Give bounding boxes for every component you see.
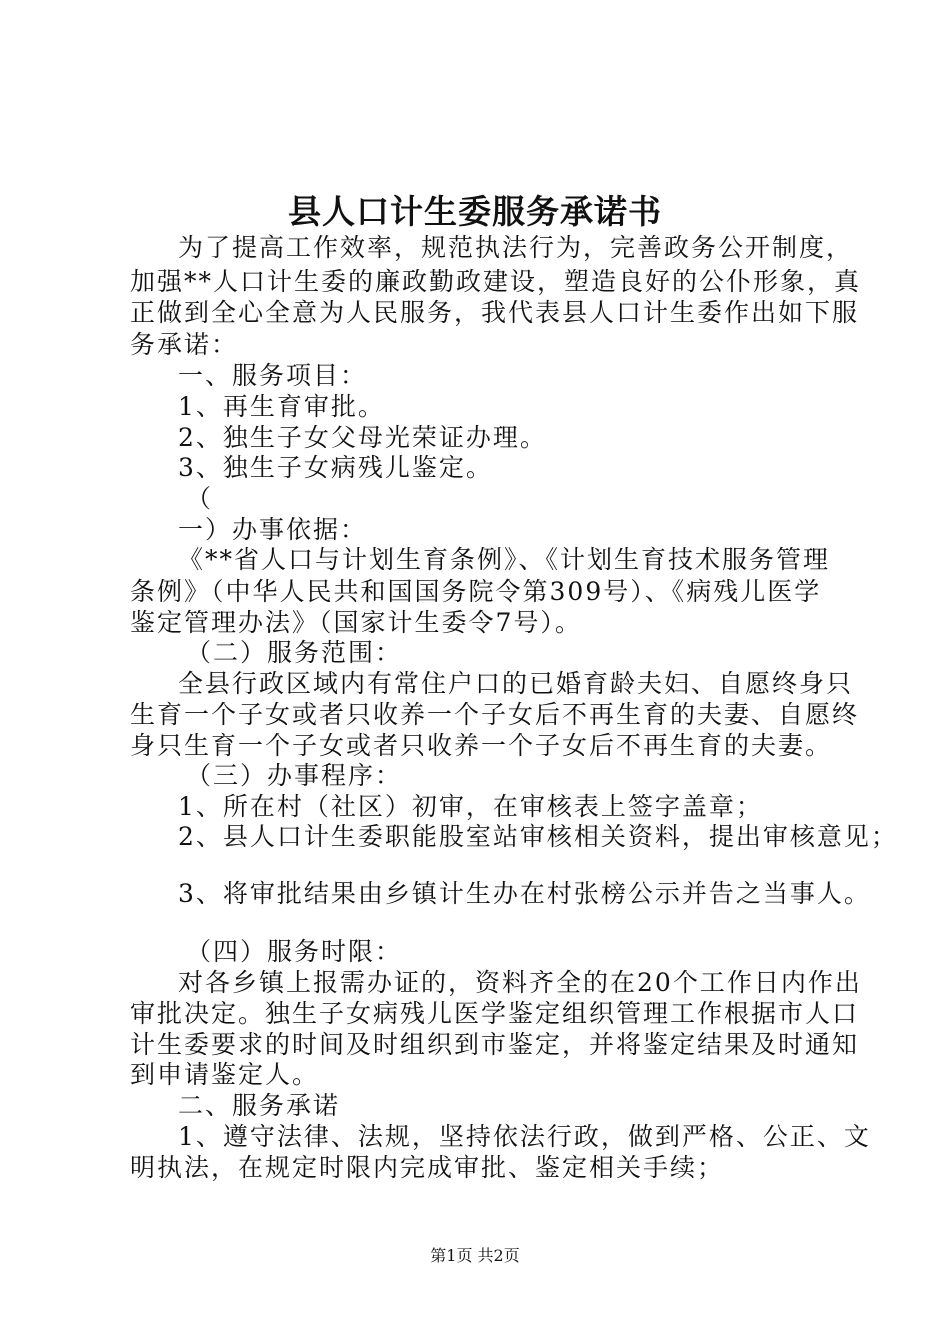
- list-item: 2、县人口计生委职能股室站审核相关资料，提出审核意见；: [178, 822, 898, 851]
- paragraph-line: 审批决定。独生子女病残儿医学鉴定组织管理工作根据市人口: [130, 999, 860, 1028]
- paragraph-line: 加强**人口计生委的廉政勤政建设，塑造良好的公仆形象，真: [130, 267, 862, 296]
- paragraph-line: 全县行政区域内有常住户口的已婚育龄夫妇、自愿终身只: [178, 669, 854, 698]
- paragraph-line: 计生委要求的时间及时组织到市鉴定，并将鉴定结果及时通知: [130, 1030, 860, 1059]
- paragraph-line: 《**省人口与计划生育条例》、《计划生育技术服务管理: [178, 545, 831, 574]
- section-heading: 二、服务承诺: [178, 1091, 341, 1120]
- list-item: 2、独生子女父母光荣证办理。: [178, 423, 547, 452]
- section-heading: （三）办事程序：: [186, 761, 403, 790]
- document-title: 县人口计生委服务承诺书: [288, 192, 662, 231]
- list-item: 1、遵守法律、法规，坚持依法行政，做到严格、公正、文: [178, 1122, 871, 1151]
- section-heading: 一）办事依据：: [178, 515, 368, 544]
- list-item: 3、独生子女病残儿鉴定。: [178, 453, 493, 482]
- section-heading: 一、服务项目：: [178, 361, 368, 390]
- section-heading: （二）服务范围：: [186, 638, 403, 667]
- paragraph-line: 明执法，在规定时限内完成审批、鉴定相关手续；: [130, 1153, 725, 1182]
- list-item: 1、再生育审批。: [178, 392, 385, 421]
- paragraph-line: 到申请鉴定人。: [130, 1060, 320, 1089]
- list-item: 3、将审批结果由乡镇计生办在村张榜公示并告之当事人。: [178, 879, 871, 908]
- list-item: 1、所在村（社区）初审，在审核表上签字盖章；: [178, 792, 763, 821]
- page-number-footer: 第1页 共2页: [430, 1246, 520, 1265]
- paragraph-line: 务承诺：: [130, 330, 239, 359]
- paragraph-line: （: [186, 484, 214, 513]
- paragraph-line: 生育一个子女或者只收养一个子女后不再生育的夫妻、自愿终: [130, 700, 860, 729]
- paragraph-line: 身只生育一个子女或者只收养一个子女后不再生育的夫妻。: [130, 731, 833, 760]
- paragraph-line: 对各乡镇上报需办证的，资料齐全的在20个工作日内作出: [178, 968, 862, 997]
- paragraph-line: 为了提高工作效率，规范执法行为，完善政务公开制度，: [178, 233, 854, 262]
- paragraph-line: 鉴定管理办法》（国家计生委令7号）。: [130, 608, 582, 637]
- section-heading: （四）服务时限：: [186, 937, 403, 966]
- paragraph-line: 正做到全心全意为人民服务，我代表县人口计生委作出如下服: [130, 298, 860, 327]
- paragraph-line: 条例》（中华人民共和国国务院令第309号）、《病残儿医学: [130, 577, 822, 606]
